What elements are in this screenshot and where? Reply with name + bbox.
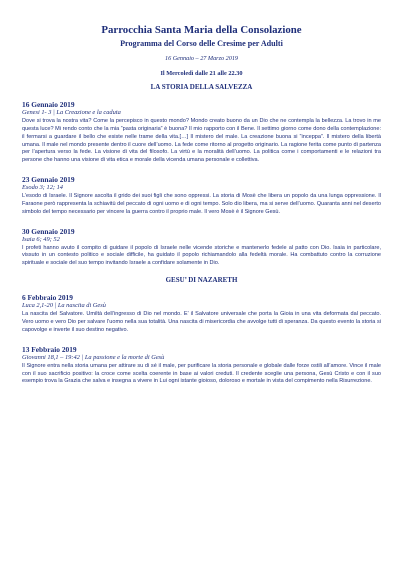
meeting-schedule: Il Mercoledì dalle 21 alle 22.30: [160, 70, 243, 77]
section-title: LA STORIA DELLA SALVEZZA: [150, 83, 253, 91]
lesson-date: 6 Febbraio 2019: [22, 293, 73, 303]
lesson-description: I profeti hanno avuto il compito di guidare il popolo di Israele nelle vicende storiche e mantenerlo fedele al patto con Dio. Isaia in particolare, vissuto in un contesto politico e sociale difficile, ha guidato il popolo richiamandolo alla fedeltà morale. Ha combattuto contro la corruzione spirituale e sociale del suo tempo invitando Israele a confidare solamente in Dio.: [22, 244, 381, 267]
lesson-reference: Genesi 1- 3 | La Creazione e la caduta: [22, 109, 121, 116]
lesson-description: Dove si trova la nostra vita? Come la percepisco in questo mondo? Mondo creato buono da un Dio che ne contempla la bellezza. La trovo in me questa luce? Mi rendo conto che la mia “pasta originaria” è buona? Il mio rapporto con il Bene. Il settimo giorno come dono della contemplazione: il fermarsi a guardare il bello che esiste nelle trame della vita.[…] Il mistero del male. La creazione buona si “inceppa”. Il mistero della libertà umana. Il male nel mondo presente dentro il cuore dell’uomo. La fede come ritorno al progetto originario. La ragione ferita come punto di partenza per l’apertura verso la fede. La visione di vita del filosofo. La virtù e la moralità dell’uomo. La politica come i comportamenti e le relazioni tra persone che hanno una visione di vita etica e morale della vicenda umana personale e collettiva.: [22, 118, 381, 164]
lesson-reference: Luca 2,1-20 | La nascita di Gesù: [22, 302, 106, 310]
lesson-date: 23 Gennaio 2019: [22, 175, 75, 185]
lesson-date: 16 Gennaio 2019: [22, 100, 75, 109]
lesson-reference: Isaia 6; 49; 52: [22, 235, 60, 243]
course-date-range: 16 Gennaio – 27 Marzo 2019: [164, 55, 239, 62]
lesson-description: L’esodo di Israele. Il Signore ascolta il grido dei suoi figli che sono oppressi. La storia di Mosè che libera un popolo da una lunga oppressione. Il Faraone però rappresenta la schiavitù del peccato di ogni uomo e di ogni tempo. Solo dio libera, ma si serve dell’uomo. Quaranta anni nel deserto simbolo del tempo necessario per vincere la guerra contro il proprio male. Il vero Mosè è il Signore Gesù.: [22, 193, 381, 215]
lesson-description: Il Signore entra nella storia umana per attirare su di sé il male, per purificare la storia personale e globale dalle forze ostili all’amore. Vince il male con il suo sacrificio positivo: la croce come scelta coerente in base ai valori creduti. Il credente sceglie una persona, Gesù Cristo e con il suo esempio trova la Grazia che salva e insegna a vivere in Lui ogni istante gioioso, doloroso e mortale in vista del compimento nella Risurrezione.: [22, 362, 381, 385]
lesson-reference: Giovanni 18,1 – 19:42 | La passione e la morte di Gesù: [22, 353, 165, 361]
lesson-entry: [22, 100, 381, 165]
lesson-description: La nascita del Salvatore. Umiltà dell’ingresso di Dio nel mondo. E’ il Salvatore universale che porta la Gioia in una vita deformata dal peccato. Vero uomo e vero Dio per salvare l’uomo nella sua totalità. Una nascita di misericordia che avvolge tutti di speranza. Da questo evento la storia si capovolge e inverte il suo destino negativo.: [22, 311, 381, 333]
lesson-entry: [22, 345, 381, 387]
lesson-entry: [22, 293, 381, 335]
lesson-date: 30 Gennaio 2019: [22, 226, 75, 236]
section-title: GESU’ DI NAZARETH: [165, 276, 238, 285]
lesson-entry: [22, 227, 381, 269]
parish-title: Parrocchia Santa Maria della Consolazione: [101, 24, 302, 36]
course-subtitle: Programma del Corso delle Cresime per Adulti: [120, 39, 283, 48]
lesson-date: 13 Febbraio 2019: [22, 344, 77, 354]
lesson-entry: [22, 175, 381, 217]
lesson-reference: Esodo 3; 12; 14: [22, 184, 64, 192]
